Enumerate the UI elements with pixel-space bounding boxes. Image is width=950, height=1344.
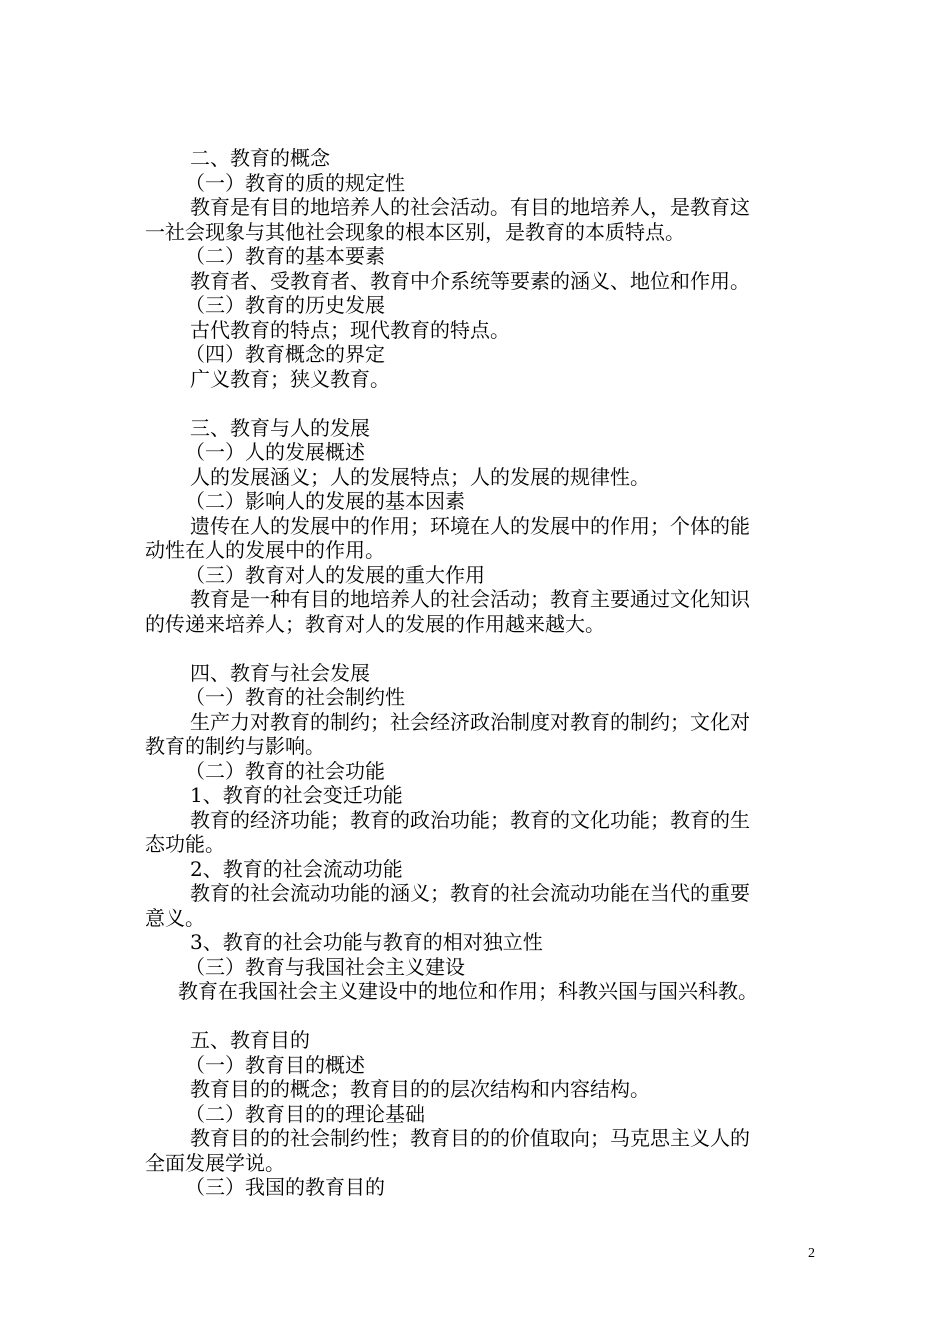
section-heading-2: 二、教育的概念 [190, 146, 330, 170]
paragraph-line: 遗传在人的发展中的作用；环境在人的发展中的作用；个体的能 [190, 513, 750, 538]
paragraph-line: 生产力对教育的制约；社会经济政治制度对教育的制约；文化对 [190, 709, 750, 734]
paragraph-line: 的传递来培养人；教育对人的发展的作用越来越大。 [145, 611, 605, 636]
section-heading-5: 五、教育目的 [190, 1028, 310, 1052]
subsection-heading: （二）教育的基本要素 [185, 244, 385, 268]
blank-line [145, 636, 815, 661]
paragraph-line: 人的发展涵义；人的发展特点；人的发展的规律性。 [190, 464, 650, 489]
paragraph-line: 广义教育；狭义教育。 [190, 366, 390, 391]
subsection-heading: （三）教育对人的发展的重大作用 [185, 562, 485, 587]
paragraph-line: 一社会现象与其他社会现象的根本区别，是教育的本质特点。 [145, 219, 685, 244]
subsection-heading: （一）教育目的概述 [185, 1052, 365, 1077]
paragraph-line: 意义。 [145, 905, 205, 930]
numbered-heading: 1、教育的社会变迁功能 [190, 783, 403, 807]
page-number: 2 [808, 1246, 815, 1261]
subsection-heading: （二）教育目的的理论基础 [185, 1101, 425, 1126]
subsection-heading: （一）人的发展概述 [185, 440, 365, 464]
section-heading-3: 三、教育与人的发展 [190, 415, 370, 440]
blank-line [145, 1004, 815, 1029]
paragraph-line: 教育在我国社会主义建设中的地位和作用；科教兴国与国兴科教。 [178, 979, 758, 1003]
paragraph-line: 教育的制约与影响。 [145, 734, 325, 758]
document-body [145, 146, 815, 1200]
paragraph-line: 教育是有目的地培养人的社会活动。有目的地培养人，是教育这 [190, 195, 750, 219]
paragraph-line: 教育是一种有目的地培养人的社会活动；教育主要通过文化知识 [190, 587, 750, 611]
subsection-heading: （四）教育概念的界定 [185, 342, 385, 366]
subsection-heading: （二）教育的社会功能 [185, 758, 385, 783]
paragraph-line: 教育目的的社会制约性；教育目的的价值取向；马克思主义人的 [190, 1126, 750, 1150]
numbered-heading: 3、教育的社会功能与教育的相对独立性 [190, 930, 543, 954]
subsection-heading: （三）我国的教育目的 [185, 1175, 385, 1199]
paragraph-line: 教育者、受教育者、教育中介系统等要素的涵义、地位和作用。 [190, 268, 750, 293]
paragraph-line: 古代教育的特点；现代教育的特点。 [190, 317, 510, 342]
subsection-heading: （三）教育的历史发展 [185, 293, 385, 317]
section-heading-4: 四、教育与社会发展 [190, 660, 370, 685]
subsection-heading: （一）教育的质的规定性 [185, 170, 405, 195]
paragraph-line: 动性在人的发展中的作用。 [145, 538, 385, 562]
subsection-heading: （二）影响人的发展的基本因素 [185, 489, 465, 513]
subsection-heading: （一）教育的社会制约性 [185, 685, 405, 709]
paragraph-line: 教育目的的概念；教育目的的层次结构和内容结构。 [190, 1077, 650, 1101]
paragraph-line: 教育的经济功能；教育的政治功能；教育的文化功能；教育的生 [190, 807, 750, 832]
subsection-heading: （三）教育与我国社会主义建设 [185, 954, 465, 979]
blank-line [145, 391, 815, 416]
paragraph-line: 全面发展学说。 [145, 1150, 285, 1175]
paragraph-line: 态功能。 [145, 832, 225, 856]
paragraph-line: 教育的社会流动功能的涵义；教育的社会流动功能在当代的重要 [190, 881, 750, 905]
numbered-heading: 2、教育的社会流动功能 [190, 856, 403, 881]
